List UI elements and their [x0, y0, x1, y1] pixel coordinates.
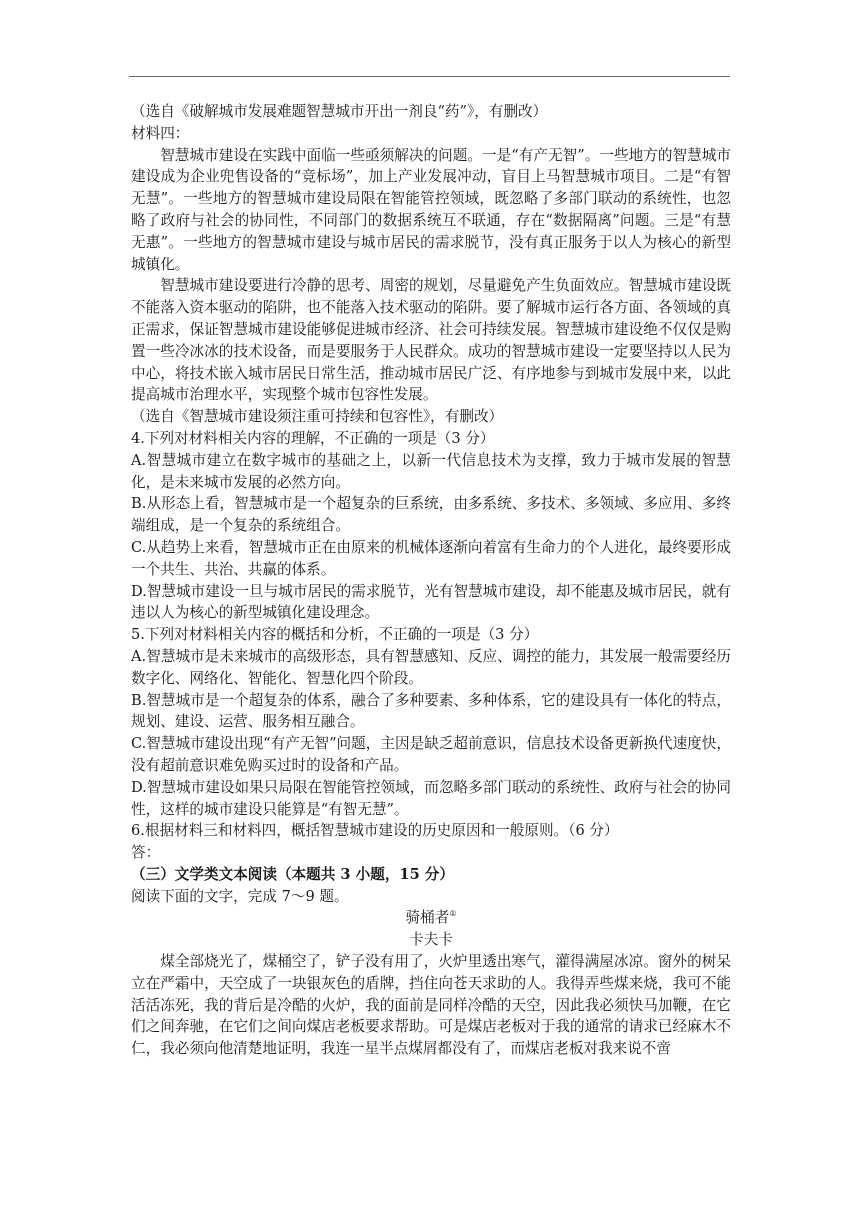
- question-4-option-b: B.从形态上看，智慧城市是一个超复杂的巨系统，由多系统、多技术、多领域、多应用、多终端组成，是一个复杂的系统组合。: [131, 495, 731, 535]
- source-note-1: （选自《破解城市发展难题智慧城市开出一剂良“药”》，有删改）: [131, 103, 548, 120]
- question-4-option-d: D.智慧城市建设一旦与城市居民的需求脱节，光有智慧城市建设，却不能惠及城市居民，就有违以人为核心的新型城镇化建设理念。: [131, 582, 731, 622]
- question-6-stem: 6.根据材料三和材料四，概括智慧城市建设的历史原因和一般原则。（6 分）: [131, 822, 619, 840]
- material-4-paragraph-1: 智慧城市建设在实践中面临一些亟须解决的问题。一是“有产无智”。一些地方的智慧城市建设成为企业兜售设备的“竞标场”，加上产业发展冲动，盲目上马智慧城市项目。二是“有智无慧”。一些地方的智慧城市建设局限在智能管控领域，既忽略了多部门联动的系统性，也忽略了政府与社会的协同性，不同部门的数据系统互不联通，存在“数据隔离”问题。三是“有慧无惠”。一些地方的智慧城市建设与城市居民的需求脱节，没有真正服务于以人为核心的新型城镇化。: [131, 146, 731, 273]
- story-title: [131, 907, 731, 929]
- question-5-option-c: C.智慧城市建设出现“有产无智”问题，主因是缺乏超前意识，信息技术设备更新换代速度快，没有超前意识难免购买过时的设备和产品。: [131, 735, 731, 774]
- section-3-instruction: 阅读下面的文字，完成 7～9 题。: [131, 887, 349, 905]
- material-4-paragraph-2: 智慧城市建设要进行冷静的思考、周密的规划，尽量避免产生负面效应。智慧城市建设既不能落入资本驱动的陷阱，也不能落入技术驱动的陷阱。要了解城市运行各方面、各领域的真正需求，保证智慧城市建设能够促进城市经济、社会可持续发展。智慧城市建设绝不仅仅是购置一些冷冰冰的技术设备，而是要服务于人民群众。成功的智慧城市建设一定要坚持以人民为中心，将技术嵌入城市居民日常生活，推动城市居民广泛、有序地参与到城市发展中来，以此提高城市治理水平，实现整个城市包容性发展。: [131, 277, 731, 404]
- footnote-marker: ①: [449, 909, 457, 919]
- question-5-option-b: B.智慧城市是一个超复杂的体系，融合了多种要素、多种体系，它的建设具有一体化的特点，规划、建设、运营、服务相互融合。: [131, 691, 731, 731]
- material-4-label: 材料四：: [131, 124, 190, 142]
- question-4-option-a: A.智慧城市建立在数字城市的基础之上，以新一代信息技术为支撑，致力于城市发展的智慧化，是未来城市发展的必然方向。: [131, 451, 731, 491]
- header-rule: [129, 76, 730, 77]
- story-author: 卡夫卡: [409, 931, 453, 949]
- document-page: [131, 101, 731, 1060]
- question-5-stem: 5.下列对材料相关内容的概括和分析，不正确的一项是（3 分）: [131, 626, 539, 644]
- question-4-option-c: C.从趋势上来看，智慧城市正在由原来的机械体逐渐向着富有生命力的个人进化，最终要形成一个共生、共治、共赢的体系。: [131, 538, 731, 578]
- story-title-text: 骑桶者: [405, 909, 450, 927]
- source-note-2: （选自《智慧城市建设须注重可持续和包容性》，有删改）: [131, 408, 504, 426]
- story-paragraph-1: 煤全部烧光了，煤桶空了，铲子没有用了，火炉里透出寒气，灌得满屋冰凉。窗外的树呆立在严霜中，天空成了一块银灰色的盾牌，挡住向苍天求助的人。我得弄些煤来烧，我可不能活活冻死，我的背后是冷酷的火炉，我的面前是同样冷酷的天空，因此我必须快马加鞭，在它们之间奔驰，在它们之间向煤店老板要求帮助。可是煤店老板对于我的通常的请求已经麻木不仁，我必须向他清楚地证明，我连一星半点煤屑都没有了，而煤店老板对我来说不啻: [131, 953, 731, 1058]
- question-5-option-d: D.智慧城市建设如果只局限在智能管控领域，而忽略多部门联动的系统性、政府与社会的协同性，这样的城市建设只能算是“有智无慧”。: [131, 778, 731, 818]
- section-3-heading: （三）文学类文本阅读（本题共 3 小题，15 分）: [131, 865, 454, 883]
- question-4-stem: 4.下列对材料相关内容的理解，不正确的一项是（3 分）: [131, 429, 495, 447]
- question-5-option-a: A.智慧城市是未来城市的高级形态，具有智慧感知、反应、调控的能力，其发展一般需要经历数字化、网络化、智能化、智慧化四个阶段。: [131, 647, 731, 687]
- answer-label: 答：: [131, 844, 161, 862]
